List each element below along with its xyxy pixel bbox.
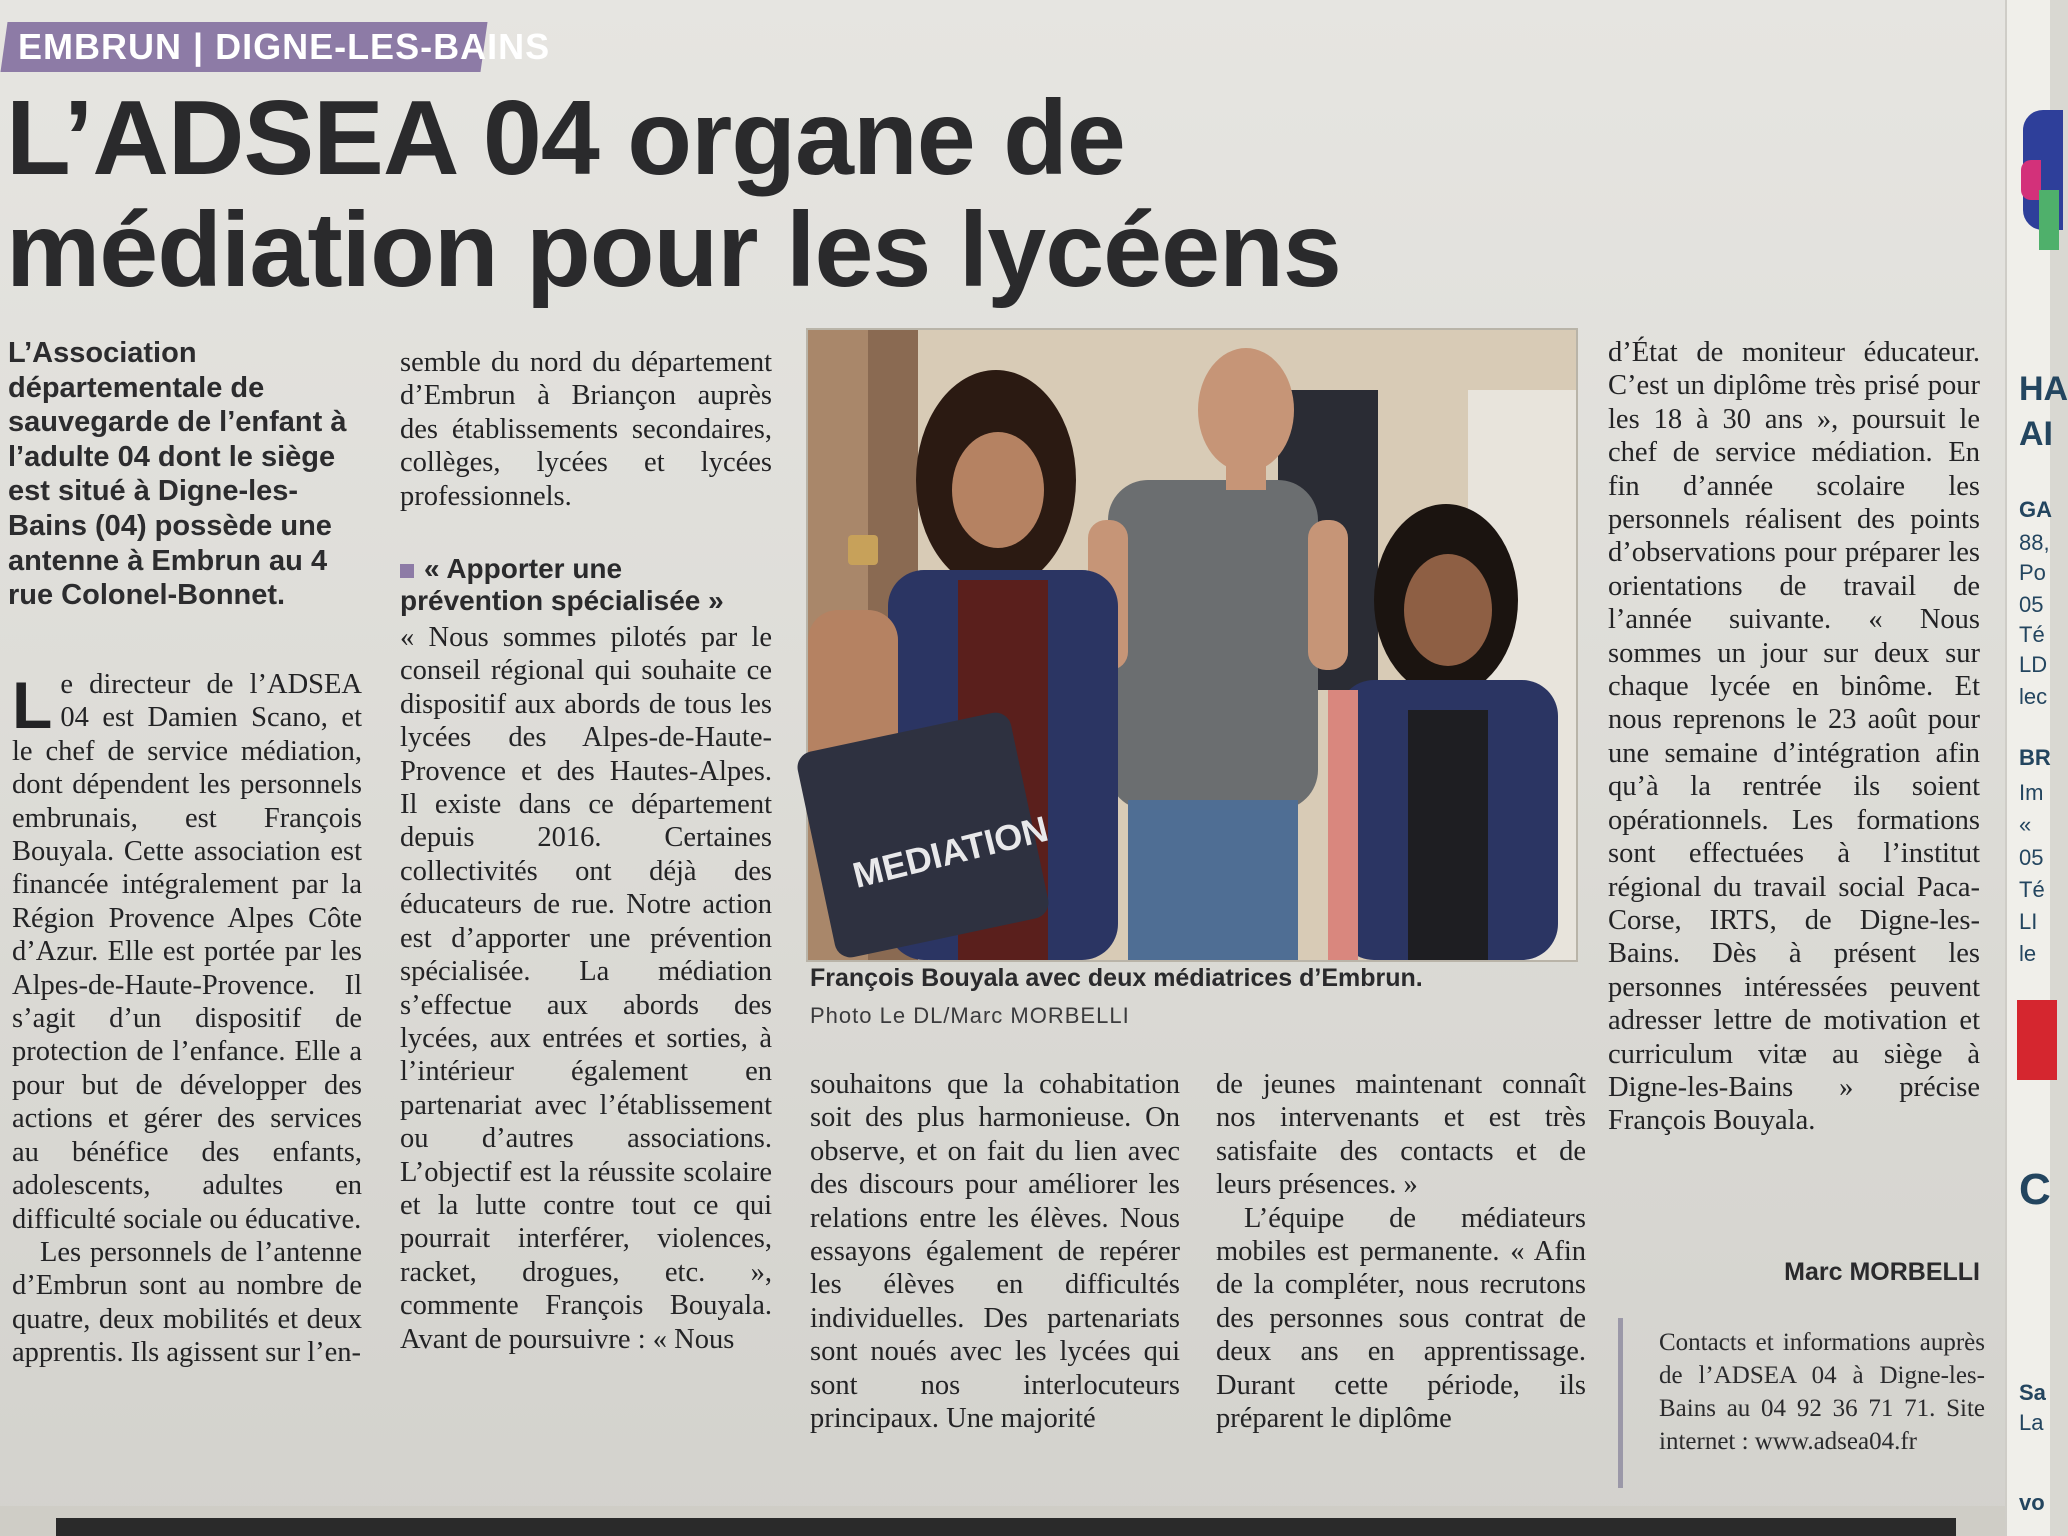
text-column-2 xyxy=(400,346,772,1356)
svg-text:MEDIATION: MEDIATION xyxy=(848,807,1053,896)
column4-paragraph-1: de jeunes maintenant connaît nos intervenants et est très satisfaite des contacts et de leurs présences. » xyxy=(1216,1069,1586,1201)
intertitle-square-icon xyxy=(400,564,414,578)
adjacent-text-20: vo xyxy=(2019,1490,2045,1515)
section-kicker xyxy=(0,22,551,72)
kicker-label: EMBRUN | DIGNE-LES-BAINS xyxy=(18,26,551,67)
adjacent-text-18: Sa xyxy=(2019,1380,2046,1405)
text-column-5 xyxy=(1608,336,1980,1138)
column4-paragraph-2: L’équipe de médiateurs mobiles est permanente. « Afin de la compléter, nous recrutons des personnes sous contrat de deux ans en apprentissage. Durant cette période, ils préparent le diplôme xyxy=(1216,1202,1586,1435)
author-signature: Marc MORBELLI xyxy=(1784,1258,1980,1286)
adjacent-logo-pink xyxy=(2021,160,2041,200)
adjacent-text-19: La xyxy=(2019,1410,2044,1435)
adjacent-text-6: 05 xyxy=(2019,592,2044,617)
column3-paragraph-1: souhaitons que la cohabitation soit des plus harmonieuse. On observe, et on fait du lien avec des discours pour améliorer les relations entre les élèves. Nous essayons également de repérer les élèves en difficultés individuelles. Des partenariats sont noués avec les lycées qui sont nos interlocuteurs principaux. Une majorité xyxy=(810,1069,1180,1435)
column1-paragraph-2: Les personnels de l’antenne d’Embrun sont au nombre de quatre, deux mobilités et deux apprentis. Ils agissent sur l’en- xyxy=(12,1236,362,1369)
adjacent-text-14: Té xyxy=(2019,877,2045,902)
bottom-rule xyxy=(56,1518,1956,1536)
article-photo xyxy=(806,328,1578,962)
article-lead: L’Association départementale de sauvegarde de l’enfant à l’adulte 04 dont le siège est situé à Digne-les-Bains (04) possède une antenne à Embrun au 4 rue Colonel-Bonnet. xyxy=(8,337,347,612)
adjacent-text-16: le xyxy=(2019,941,2037,966)
photo-credit: Photo Le DL/Marc MORBELLI xyxy=(810,1003,1130,1028)
column5-paragraph-1: d’État de moniteur éducateur. C’est un diplôme très prisé pour les 18 à 30 ans », poursuit le chef de service médiation. En fin d’année scolaire les personnels réalisent des points d’observations pour préparer les orientations de travail de l’année suivante. « Nous sommes un jour sur deux sur chaque lycée en binôme. Et nous reprenons le 23 août pour une semaine d’intégration afin qu’à la rentrée ils soient opérationnels. Les formations sont effectuées à l’institut régional du travail social Paca-Corse, IRTS, de Digne-les-Bains. Dès à présent les personnes intéressées peuvent adresser lettre de motivation et curriculum vitæ au siège à Digne-les-Bains » précise François Bouyala. xyxy=(1608,337,1980,1137)
adjacent-text-7: Té xyxy=(2019,622,2045,647)
contact-info-text: Contacts et informations auprès de l’ADSEA 04 à Digne-les-Bains au 04 92 36 71 71. Site internet : www.adsea04.fr xyxy=(1659,1329,1985,1455)
text-column-4 xyxy=(1216,1068,1586,1435)
adjacent-text-13: 05 xyxy=(2019,845,2044,870)
adjacent-text-17: C xyxy=(2019,1165,2051,1214)
column1-paragraph-1: Le directeur de l’ADSEA 04 est Damien Scano, et le chef de service médiation, dont dépendent les personnels embrunais, est François Bouyala. Cette association est financée intégralement par la Région Provence Alpes Côte d’Azur. Elle est portée par les Alpes-de-Haute-Provence. Il s’agit d’un dispositif de protection de l’enfance. Elle a pour but de développer des actions et gérer des services au bénéfice des enfants, adolescents, adultes en difficulté sociale ou éducative. xyxy=(12,668,362,1235)
adjacent-logo-green xyxy=(2039,190,2059,250)
text-column-3 xyxy=(810,1068,1180,1435)
contact-infobox xyxy=(1618,1318,1985,1488)
photo-illustration xyxy=(808,330,1576,960)
intertitle: « Apporter une prévention spécialisée » xyxy=(400,553,724,617)
adjacent-red-block xyxy=(2017,1000,2057,1080)
photo-caption: François Bouyala avec deux médiatrices d’Embrun. xyxy=(810,964,1423,992)
adjacent-text-9: lec xyxy=(2019,684,2048,709)
adjacent-text-1: HA xyxy=(2019,370,2068,408)
column2-paragraph-1: semble du nord du département d’Embrun à Briançon auprès des établissements secondaires, collèges, lycées et lycées professionnels. xyxy=(400,347,772,512)
text-column-1 xyxy=(12,668,362,1370)
adjacent-text-5: Po xyxy=(2019,560,2046,585)
drop-cap: L xyxy=(12,668,53,742)
adjacent-text-3: GA xyxy=(2019,497,2052,522)
adjacent-text-2: AI xyxy=(2019,415,2053,453)
adjacent-text-11: Im xyxy=(2019,780,2044,805)
adjacent-text-10: BR xyxy=(2019,745,2051,770)
column2-paragraph-2: « Nous sommes pilotés par le conseil régional qui souhaite ce dispositif aux abords de tous les lycées des Alpes-de-Haute-Provence et des Hautes-Alpes. Il existe dans ce département depuis 2016. Certaines collectivités ont déjà des éducateurs de rue. Notre action est d’apporter une prévention spécialisée. La médiation s’effectue aux abords des lycées, aux entrées et sorties, à l’intérieur également en partenariat avec l’établissement ou d’autres associations. L’objectif est la réussite scolaire et la lutte contre tout ce qui pourrait interférer, violences, racket, drogues, etc. », commente François Bouyala. Avant de poursuivre : « Nous xyxy=(400,622,772,1355)
adjacent-text-12: « xyxy=(2019,812,2032,837)
adjacent-text-8: LD xyxy=(2019,652,2048,677)
adjacent-text-4: 88, xyxy=(2019,530,2050,555)
mediation-bag xyxy=(795,710,1052,961)
article-headline: L’ADSEA 04 organe de médiation pour les lycéens xyxy=(6,79,1341,309)
page-bottom-strip xyxy=(0,1506,2005,1536)
adjacent-page-fragment xyxy=(2005,0,2068,1536)
adjacent-text-15: LI xyxy=(2019,909,2038,934)
